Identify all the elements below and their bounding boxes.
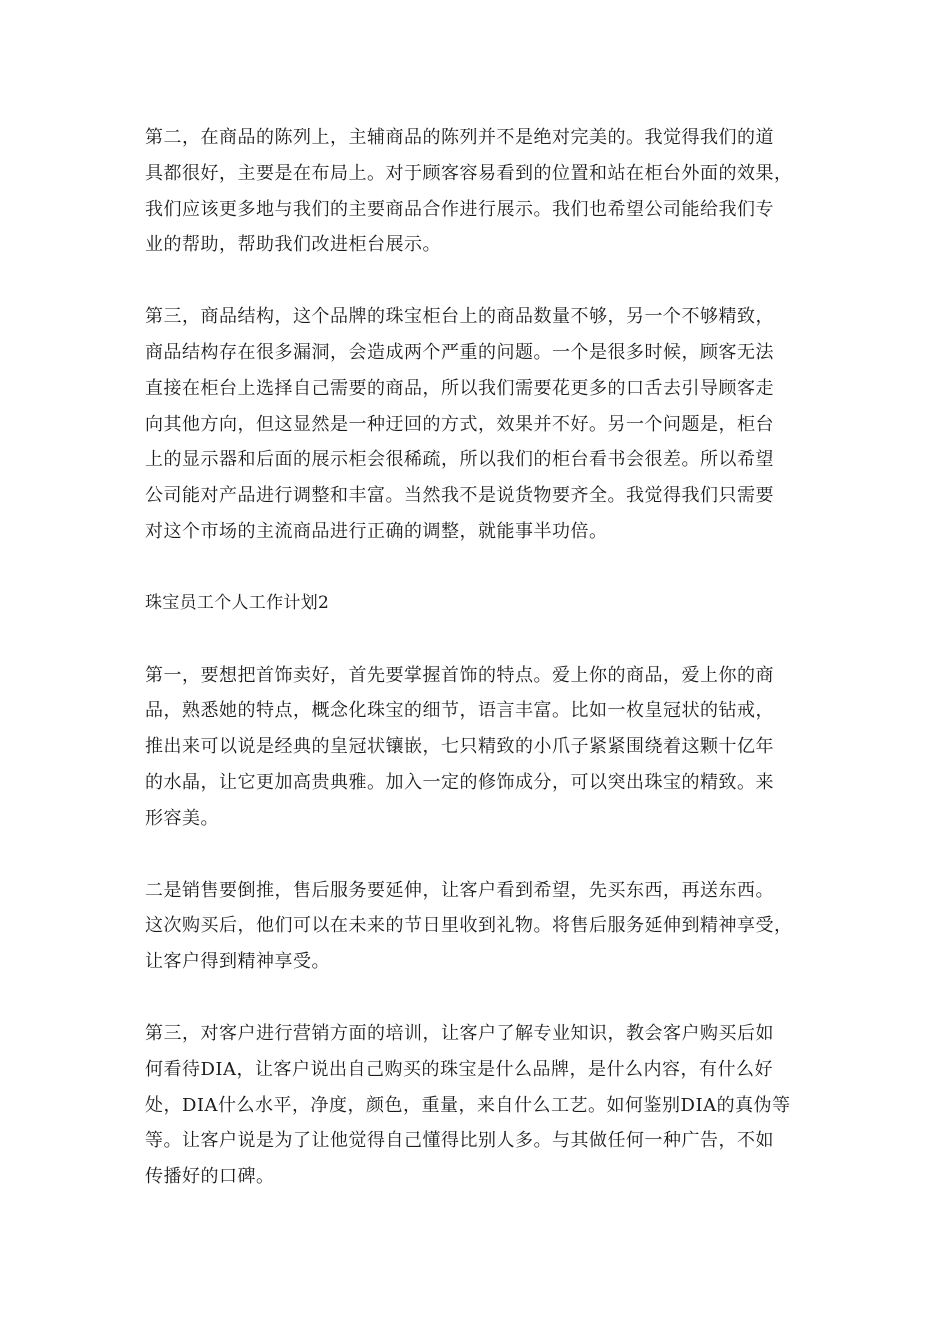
section-heading bbox=[145, 586, 810, 622]
paragraph-know-jewelry bbox=[145, 658, 810, 837]
paragraph-product-structure bbox=[145, 299, 810, 550]
text-line: 上的显示器和后面的展示柜会很稀疏，所以我们的柜台看书会很差。所以希望 bbox=[145, 449, 774, 471]
text-line: 第二，在商品的陈列上，主辅商品的陈列并不是绝对完美的。我觉得我们的道 bbox=[145, 127, 774, 148]
text-line: 第三，对客户进行营销方面的培训，让客户了解专业知识，教会客户购买后如 bbox=[145, 1022, 774, 1044]
paragraph-customer-training bbox=[145, 1016, 810, 1195]
text-line: 处，DIA什么水平，净度，颜色，重量，来自什么工艺。如何鉴别DIA的真伪等 bbox=[145, 1094, 791, 1116]
text-line: 第一，要想把首饰卖好，首先要掌握首饰的特点。爱上你的商品，爱上你的商 bbox=[145, 664, 774, 686]
text-line: 向其他方向，但这显然是一种迂回的方式，效果并不好。另一个问题是，柜台 bbox=[145, 413, 774, 435]
paragraph-display-layout bbox=[145, 120, 810, 263]
text-line: 二是销售要倒推，售后服务要延伸，让客户看到希望，先买东西，再送东西。 bbox=[145, 879, 774, 901]
text-line: 等。让客户说是为了让他觉得自己懂得比别人多。与其做任何一种广告，不如 bbox=[145, 1130, 774, 1152]
paragraph-spacer bbox=[145, 980, 810, 1016]
text-line: 商品结构存在很多漏洞，会造成两个严重的问题。一个是很多时候，顾客无法 bbox=[145, 341, 774, 363]
text-line: 具都很好，主要是在布局上。对于顾客容易看到的位置和站在柜台外面的效果， bbox=[145, 162, 793, 184]
paragraph-spacer bbox=[145, 550, 810, 586]
text-line: 的水晶，让它更加高贵典雅。加入一定的修饰成分，可以突出珠宝的精致。来 bbox=[145, 771, 774, 793]
text-line: 何看待DIA，让客户说出自己购买的珠宝是什么品牌，是什么内容，有什么好 bbox=[145, 1058, 774, 1080]
text-line: 形容美。 bbox=[145, 807, 219, 829]
text-line: 公司能对产品进行调整和丰富。当然我不是说货物要齐全。我觉得我们只需要 bbox=[145, 485, 774, 507]
text-line: 第三，商品结构，这个品牌的珠宝柜台上的商品数量不够，另一个不够精致， bbox=[145, 306, 774, 328]
text-line: 品，熟悉她的特点，概念化珠宝的细节，语言丰富。比如一枚皇冠状的钻戒， bbox=[145, 700, 774, 722]
paragraph-spacer bbox=[145, 837, 810, 873]
paragraph-spacer bbox=[145, 622, 810, 658]
text-line: 推出来可以说是经典的皇冠状镶嵌，七只精致的小爪子紧紧围绕着这颗十亿年 bbox=[145, 736, 774, 758]
text-line: 让客户得到精神享受。 bbox=[145, 951, 330, 973]
paragraph-spacer bbox=[145, 263, 810, 299]
text-line: 直接在柜台上选择自己需要的商品，所以我们需要花更多的口舌去引导顾客走 bbox=[145, 377, 774, 399]
paragraph-after-sales bbox=[145, 873, 810, 980]
text-line: 传播好的口碑。 bbox=[145, 1166, 275, 1188]
text-line: 这次购买后，他们可以在未来的节日里收到礼物。将售后服务延伸到精神享受， bbox=[145, 915, 793, 937]
text-line: 对这个市场的主流商品进行正确的调整，就能事半功倍。 bbox=[145, 520, 608, 542]
section-heading-text: 珠宝员工个人工作计划2 bbox=[145, 592, 330, 613]
text-line: 我们应该更多地与我们的主要商品合作进行展示。我们也希望公司能给我们专 bbox=[145, 198, 774, 220]
document-page bbox=[145, 120, 810, 1195]
text-line: 业的帮助，帮助我们改进柜台展示。 bbox=[145, 234, 441, 256]
